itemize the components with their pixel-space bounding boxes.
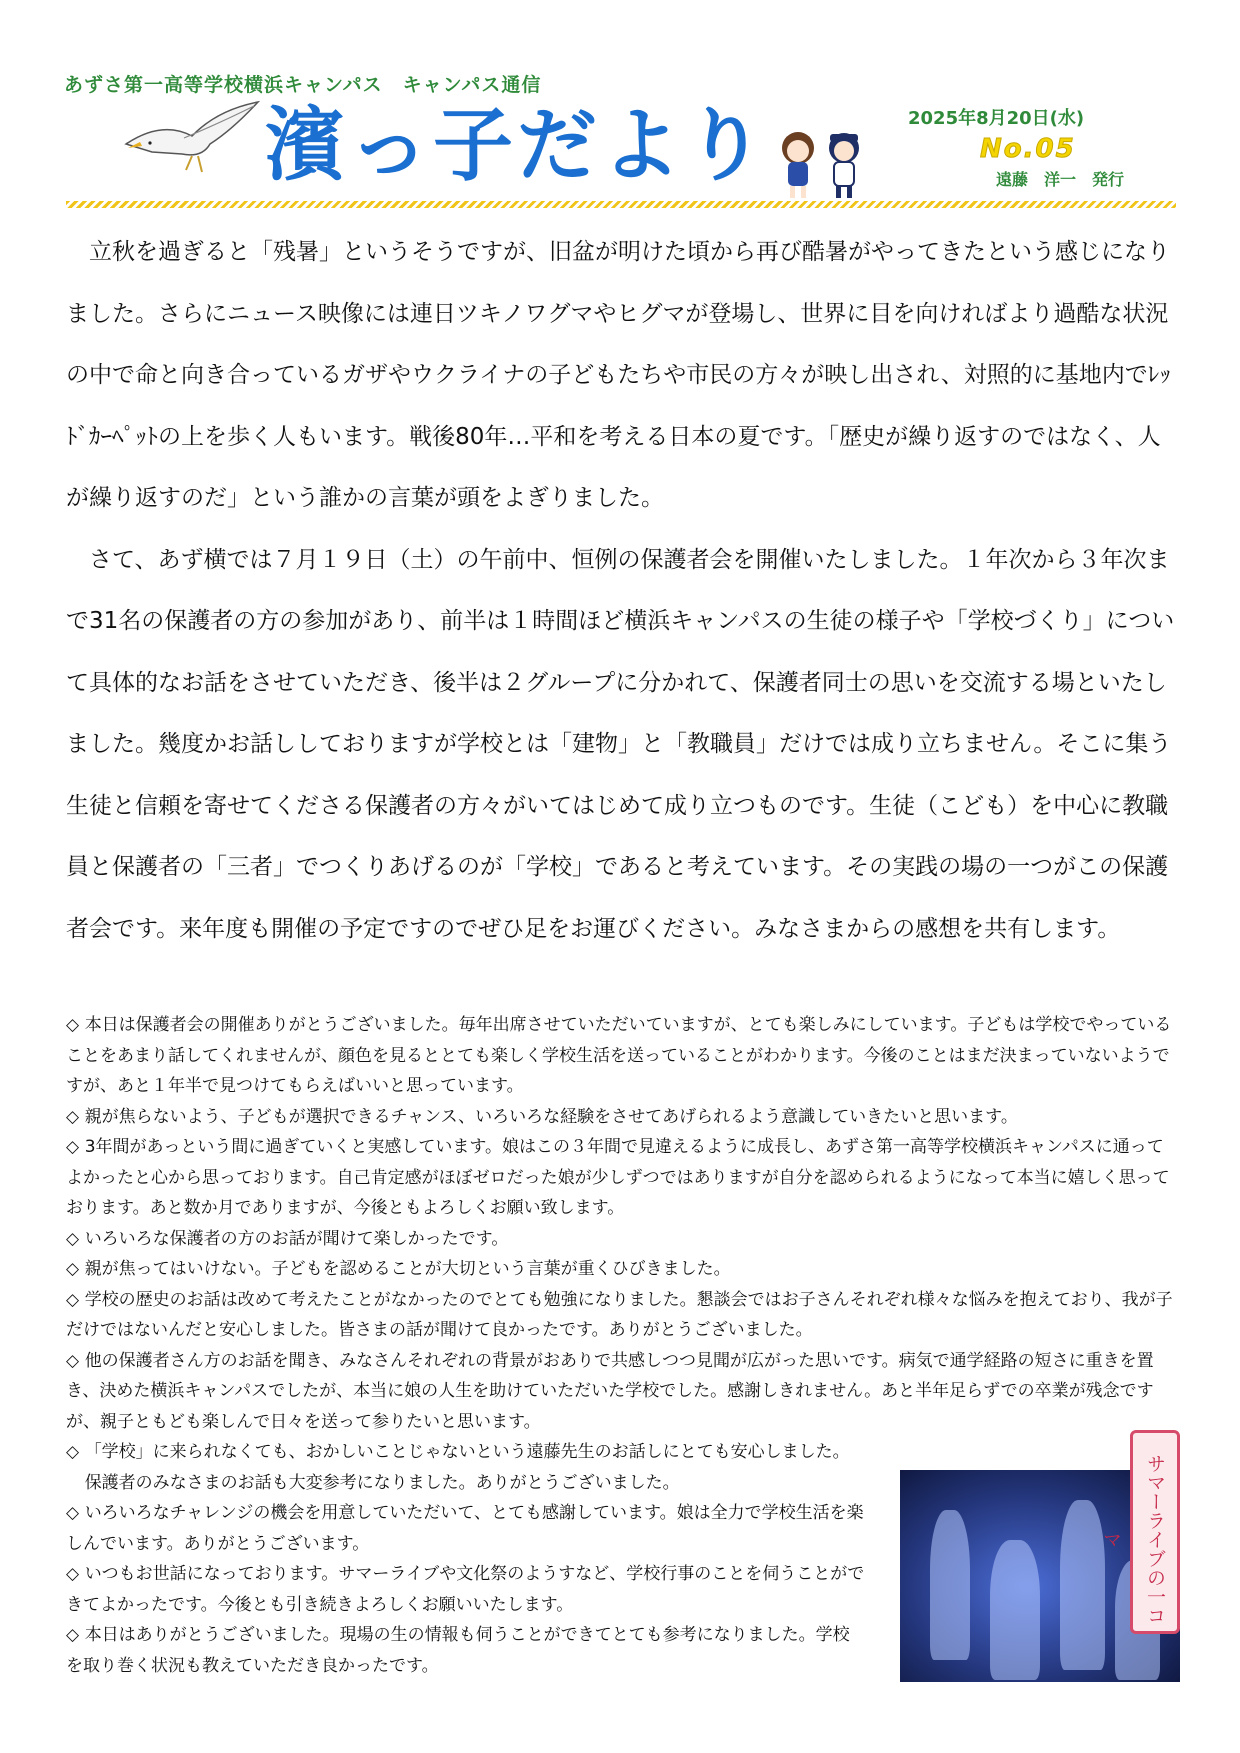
bullet-mark: ◇ — [66, 1015, 80, 1035]
performer-figure — [930, 1510, 970, 1660]
photo-caption: サマーライブの一コマ — [1130, 1430, 1180, 1634]
comment-text: いつもお世話になっております。サマーライブや文化祭のようすなど、学校行事のことを伺うことができてよかったです。今後とも引き続きよろしくお願いいたします。 — [66, 1564, 865, 1615]
header-divider — [66, 201, 1176, 208]
school-name: あずさ第一高等学校横浜キャンパス キャンパス通信 — [64, 74, 542, 96]
issue-number: No.05 — [980, 134, 1076, 164]
comment-text: 「学校」に来られなくても、おかしいことじゃないという遠藤先生のお話しにとても安心しました。 — [84, 1442, 850, 1462]
comment-item — [66, 1620, 866, 1681]
bullet-mark: ◇ — [66, 1259, 80, 1279]
comment-item — [66, 1285, 1176, 1346]
bullet-mark: ◇ — [66, 1228, 80, 1249]
bullet-mark: ◇ — [66, 1625, 80, 1645]
bullet-mark: ◇ — [66, 1442, 80, 1462]
bullet-mark: ◇ — [66, 1106, 80, 1127]
bullet-mark: ◇ — [66, 1350, 80, 1371]
comment-item — [66, 1559, 866, 1620]
comment-text: 本日は保護者会の開催ありがとうございました。毎年出席させていただいていますが、とても楽しみにしています。子どもは学校でやっていることをあまり話してくれませんが、顔色を見るととても楽しく学校生活を送っていることがわかります。今後のことはまだ決まっていないようですが、あと１年半で見つけてもらえばいいと思っています。 — [66, 1015, 1172, 1096]
comment-item — [66, 1346, 1176, 1438]
comment-text: 3年間があっという間に過ぎていくと実感しています。娘はこの３年間で見違えるように成長し、あずさ第一高等学校横浜キャンパスに通ってよかったと心から思っております。自己肯定感がほぼゼロだった娘が少しずつではありますが自分を認められるようになって本当に嬉しく思っております。あと数か月でありますが、今後ともよろしくお願い致します。 — [66, 1137, 1170, 1218]
performer-figure — [990, 1540, 1040, 1680]
comment-continuation: 保護者のみなさまのお話も大変参考になりました。ありがとうございました。 — [84, 1472, 680, 1493]
comment-text: 親が焦らないよう、子どもが選択できるチャンス、いろいろな経験をさせてあげられるよう意識していきたいと思います。 — [84, 1106, 1018, 1127]
bullet-mark: ◇ — [66, 1289, 80, 1310]
comment-text: 本日はありがとうございました。現場の生の情報も伺うことができてとても参考になりました。学校を取り巻く状況も教えていただき良かったです。 — [66, 1625, 850, 1676]
comment-item — [66, 1010, 1176, 1102]
bullet-mark: ◇ — [66, 1564, 80, 1584]
bullet-mark: ◇ — [66, 1503, 80, 1523]
article-paragraph-1: 立秋を過ぎると「残暑」というそうですが、旧盆が明けた頃から再び酷暑がやってきたという感じになりました。さらにニュース映像には連日ツキノワグマやヒグマが登場し、世界に目を向ければより過酷な状況の中で命と向き合っているガザやウクライナの子どもたちや市民の方々が映し出され、対照的に基地内でﾚｯﾄﾞｶｰﾍﾟｯﾄの上を歩く人もいます。戦後80年…平和を考える日本の夏です。「歴史が繰り返すのではなく、人が繰り返すのだ」という誰かの言葉が頭をよぎりました。 — [66, 239, 1171, 511]
seagull-illustration — [122, 100, 262, 180]
bullet-mark: ◇ — [66, 1137, 80, 1157]
comment-item — [66, 1132, 1176, 1224]
comment-item — [66, 1254, 1176, 1285]
comment-item — [66, 1437, 866, 1468]
comment-text: 他の保護者さん方のお話を聞き、みなさんそれぞれの背景がおありで共感しつつ見聞が広がった思いです。病気で通学経路の短さに重きを置き、決めた横浜キャンパスでしたが、本当に娘の人生を助けていただいた学校でした。感謝しきれません。あと半年足らずでの卒業が残念ですが、親子ともども楽しんで日々を送って参りたいと思います。 — [66, 1350, 1154, 1432]
performer-figure — [1060, 1500, 1105, 1670]
article-paragraph-2: さて、あず横では７月１９日（土）の午前中、恒例の保護者会を開催いたしました。１年次から３年次まで31名の保護者の方の参加があり、前半は１時間ほど横浜キャンパスの生徒の様子や「学校づくり」について具体的なお話をさせていただき、後半は２グループに分かれて、保護者同士の思いを交流する場といたしました。幾度かお話ししておりますが学校とは「建物」と「教職員」だけでは成り立ちません。そこに集う生徒と信頼を寄せてくださる保護者の方々がいてはじめて成り立つものです。生徒（こども）を中心に教職員と保護者の「三者」でつくりあげるのが「学校」であると考えています。その実践の場の一つがこの保護者会です。来年度も開催の予定ですのでぜひ足をお運びください。みなさまからの感想を共有します。 — [66, 546, 1175, 942]
comment-item — [66, 1224, 1176, 1255]
comment-text: いろいろな保護者の方のお話が聞けて楽しかったです。 — [84, 1228, 509, 1249]
comment-text: 親が焦ってはいけない。子どもを認めることが大切という言葉が重くひびきました。 — [84, 1259, 731, 1279]
publisher-line: 遠藤 洋一 発行 — [996, 170, 1125, 189]
newsletter-title: 濱っ子だより — [265, 99, 769, 192]
main-article — [66, 222, 1176, 960]
comment-item — [66, 1102, 1176, 1133]
comment-text: 学校の歴史のお話は改めて考えたことがなかったのでとても勉強になりました。懇談会ではお子さんそれぞれ様々な悩みを抱えており、我が子だけではないんだと安心しました。皆さまの話が聞けて良かったです。ありがとうございました。 — [66, 1289, 1173, 1340]
issue-date: 2025年8月20日(水) — [908, 108, 1085, 129]
mascot-characters-illustration — [768, 128, 878, 200]
comment-item — [66, 1498, 866, 1559]
comment-text: いろいろなチャレンジの機会を用意していただいて、とても感謝しています。娘は全力で学校生活を楽しんでいます。ありがとうございます。 — [66, 1503, 864, 1554]
